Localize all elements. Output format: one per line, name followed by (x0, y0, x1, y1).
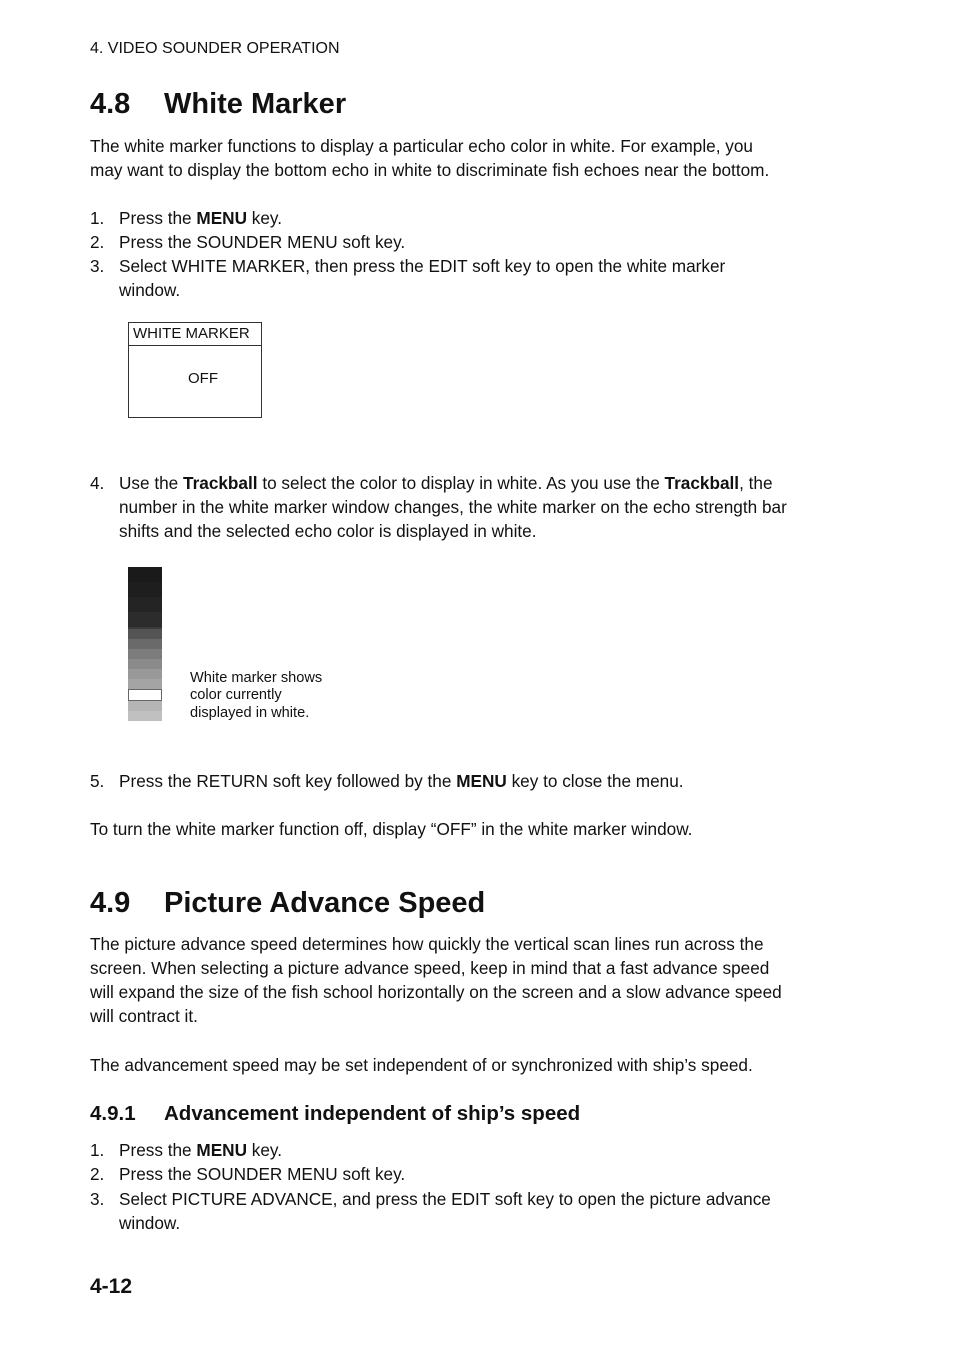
echo-color-segment (128, 669, 162, 679)
step-text: Press the (119, 208, 197, 228)
step-number: 2. (90, 232, 105, 252)
step-text: , the (739, 473, 773, 493)
section-heading-4-9 (90, 887, 485, 920)
step-3 (90, 1187, 850, 1235)
trackball-label: Trackball (664, 473, 740, 493)
echo-color-segment (128, 679, 162, 689)
step-5 (90, 769, 850, 793)
echo-strength-bar (128, 567, 162, 721)
echo-color-segment (128, 649, 162, 659)
trackball-label: Trackball (183, 473, 258, 493)
step-text: Press the SOUNDER MENU soft key. (119, 232, 406, 252)
callout-line: White marker shows (190, 670, 323, 686)
menu-key-label: MENU (196, 208, 247, 228)
menu-key-label: MENU (456, 771, 507, 791)
section-number: 4.8 (90, 88, 131, 120)
step-text: Select PICTURE ADVANCE, and press the EDIT soft key to open the picture advance (119, 1189, 771, 1209)
section-heading-4-8 (90, 88, 346, 121)
step-number: 1. (90, 208, 105, 228)
white-marker-window (128, 322, 262, 418)
white-marker-segment (128, 689, 162, 701)
echo-color-segment (128, 701, 162, 711)
echo-color-segment (128, 612, 162, 627)
white-marker-callout (190, 670, 322, 722)
paragraph-line: The picture advance speed determines how quickly the vertical scan lines run across the (90, 934, 764, 954)
paragraph-line: will contract it. (90, 1006, 198, 1026)
menu-key-label: MENU (196, 1140, 247, 1160)
step-1 (90, 206, 850, 230)
subsection-number: 4.9.1 (90, 1102, 136, 1125)
paragraph-line: will expand the size of the fish school horizontally on the screen and a slow advance speed (90, 982, 782, 1002)
step-text: number in the white marker window changes, the white marker on the echo strength bar (119, 497, 787, 517)
echo-color-segment (128, 629, 162, 639)
running-head: 4. VIDEO SOUNDER OPERATION (90, 40, 340, 57)
step-2 (90, 1162, 850, 1186)
step-number: 2. (90, 1164, 105, 1184)
step-text: window. (119, 1213, 181, 1233)
step-text: key to close the menu. (506, 771, 684, 791)
step-number: 3. (90, 1189, 105, 1209)
echo-color-segment (128, 597, 162, 612)
paragraph-line: screen. When selecting a picture advance speed, keep in mind that a fast advance speed (90, 958, 770, 978)
white-marker-window-title: WHITE MARKER (129, 323, 261, 346)
echo-color-segment (128, 711, 162, 721)
subsection-title: Advancement independent of ship’s speed (164, 1102, 581, 1125)
section-title: Picture Advance Speed (164, 887, 486, 919)
intro-line-2: may want to display the bottom echo in white to discriminate fish echoes near the bottom. (90, 160, 770, 180)
step-text: shifts and the selected echo color is displayed in white. (119, 521, 537, 541)
step-text: key. (247, 1140, 283, 1160)
section-number: 4.9 (90, 887, 131, 919)
step-text: window. (119, 280, 181, 300)
page-number: 4-12 (90, 1275, 133, 1298)
picture-advance-paragraph (90, 932, 850, 1028)
step-text: Select WHITE MARKER, then press the EDIT soft key to open the white marker (119, 256, 726, 276)
step-number: 3. (90, 256, 105, 276)
echo-color-segment (128, 582, 162, 597)
step-text: Press the (119, 1140, 197, 1160)
white-marker-value: OFF (188, 370, 218, 387)
step-number: 4. (90, 473, 105, 493)
step-1 (90, 1138, 850, 1162)
callout-line: color currently (190, 687, 282, 704)
step-number: 1. (90, 1140, 105, 1160)
echo-color-segment (128, 567, 162, 582)
echo-color-segment (128, 639, 162, 649)
section-title: White Marker (164, 88, 347, 120)
echo-color-segment (128, 659, 162, 669)
step-text: Press the RETURN soft key followed by the (119, 771, 457, 791)
step-text: Use the (119, 473, 184, 493)
step-4 (90, 471, 850, 543)
step-text: key. (247, 208, 283, 228)
advancement-paragraph: The advancement speed may be set independent of or synchronized with ship’s speed. (90, 1055, 753, 1075)
intro-line-1: The white marker functions to display a particular echo color in white. For example, you (90, 136, 753, 156)
step-3 (90, 254, 850, 302)
step-text: Press the SOUNDER MENU soft key. (119, 1164, 406, 1184)
intro-paragraph (90, 134, 850, 182)
callout-line: displayed in white. (190, 704, 310, 721)
off-note: To turn the white marker function off, display “OFF” in the white marker window. (90, 819, 693, 839)
step-2 (90, 230, 850, 254)
step-number: 5. (90, 771, 105, 791)
step-text: to select the color to display in white. As you use the (257, 473, 665, 493)
subsection-heading-4-9-1 (90, 1102, 580, 1126)
